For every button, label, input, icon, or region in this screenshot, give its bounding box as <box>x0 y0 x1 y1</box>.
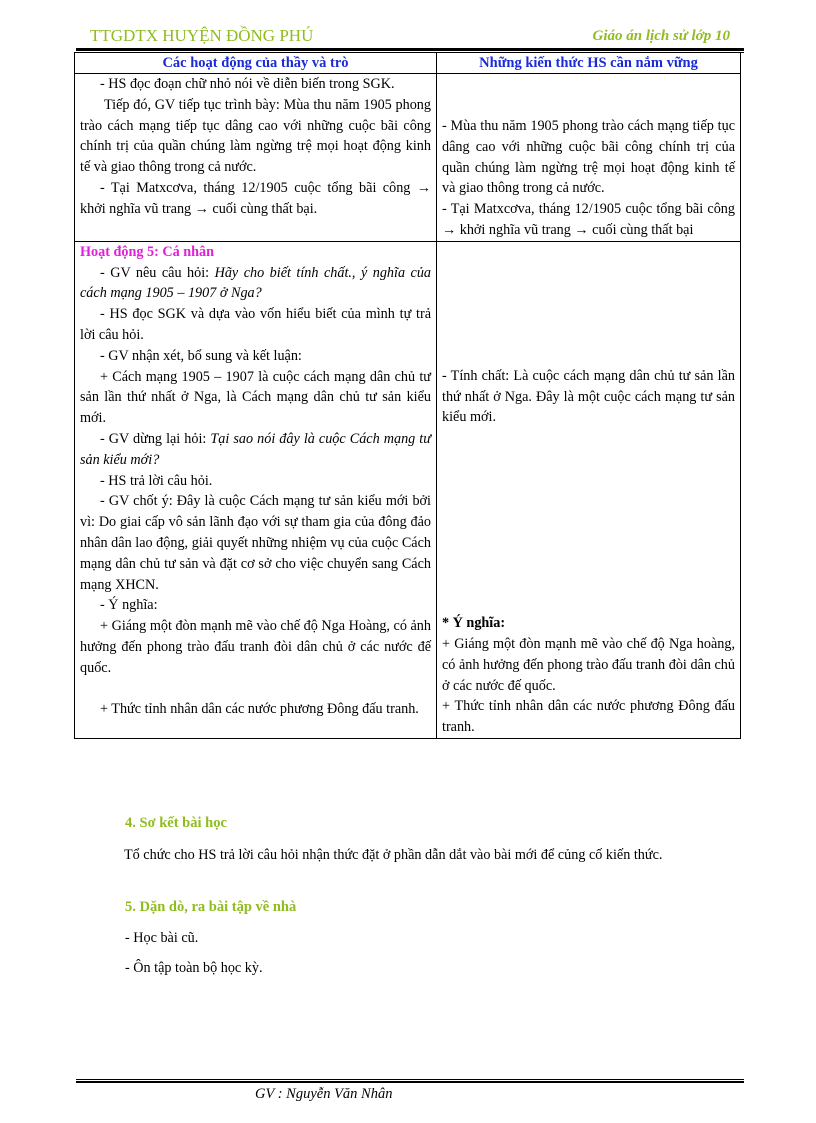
row2-p10: + Thức tỉnh nhân dân các nước phương Đông đấu tranh. <box>100 700 419 717</box>
section5-title: 5. Dặn dò, ra bài tập về nhà <box>125 899 297 915</box>
row2-right-tinhchat: - Tính chất: Là cuộc cách mạng dân chủ tư sản lần thứ nhất ở Nga. Đây là một cuộc cách mạng tư sản kiểu mới. <box>442 367 735 426</box>
row2-right-ynghia-title: * Ý nghĩa: <box>442 615 506 632</box>
row2-p6: - HS trả lời câu hỏi. <box>100 472 213 489</box>
row2-p8: - Ý nghĩa: <box>100 597 158 614</box>
row2-right-ynghia-1: + Giáng một đòn mạnh mẽ vào chế độ Nga hoàng, có ảnh hưởng đến phong trào đấu tranh đòi dân chủ ở các nước đế quốc. <box>442 635 735 694</box>
section5-item1: - Học bài cũ. <box>125 930 199 946</box>
row2-p3: - GV nhận xét, bổ sung và kết luận: <box>100 347 302 364</box>
row2-p4: + Cách mạng 1905 – 1907 là cuộc cách mạng dân chủ tư sản lần thứ nhất ở Nga, là Cách mạng dân chủ tư sản kiểu mới. <box>80 368 431 427</box>
row2-right-ynghia-2: + Thức tỉnh nhân dân các nước phương Đông đấu tranh. <box>442 698 735 736</box>
row1-left-cell <box>75 74 437 242</box>
col1-header: Các hoạt động của thầy và trò <box>75 53 437 74</box>
row2-p7: - GV chốt ý: Đây là cuộc Cách mạng tư sản kiểu mới bởi vì: Do giai cấp vô sản lãnh đạo với sự tham gia của đông đảo nhân dân lao động, giải quyết những nhiệm vụ của cuộc Cách mạng dân chủ tư sản và đặt cơ sở cho việc chuyển sang Cách mạng XHCN. <box>80 493 431 593</box>
row1-left-p2: Tiếp đó, GV tiếp tục trình bày: Mùa thu năm 1905 phong trào cách mạng tiếp tục dâng cao với những cuộc bãi công chính trị của quần chúng làm ngừng trệ mọi hoạt động kinh tế và giao thông trong cả nước. <box>80 96 431 176</box>
footer-rule <box>76 1079 744 1083</box>
row1-right-cell <box>437 74 741 242</box>
row1-right-p2: - Tại Matxcơva, tháng 12/1905 cuộc tổng bãi công → khởi nghĩa vũ trang → cuối cùng thất bại <box>442 201 735 238</box>
row2-right-cell <box>437 241 741 738</box>
table-row <box>75 241 741 738</box>
row2-left-cell <box>75 241 437 738</box>
row2-q2: - GV dừng lại hỏi: Tại sao nói đây là cuộc Cách mạng tư sản kiểu mới? <box>80 430 431 468</box>
section4-text: Tổ chức cho HS trả lời câu hỏi nhận thức đặt ở phần dẫn dắt vào bài mới để củng cố kiến thức. <box>124 847 663 863</box>
row1-left-p1: - HS đọc đoạn chữ nhỏ nói về diễn biến trong SGK. <box>100 76 395 92</box>
page-header <box>76 24 744 50</box>
footer-author: GV : Nguyễn Văn Nhân <box>255 1086 393 1102</box>
activity-title: Hoạt động 5: Cá nhân <box>80 243 215 260</box>
row1-left-p3: - Tại Matxcơva, tháng 12/1905 cuộc tổng bãi công → khởi nghĩa vũ trang → cuối cùng thất bại. <box>80 179 431 217</box>
row1-right-p1: - Mùa thu năm 1905 phong trào cách mạng tiếp tục dâng cao với những cuộc bãi công chính trị của quần chúng làm ngừng trệ mọi hoạt động kinh tế và giao thông trong cả nước. <box>442 118 735 197</box>
document-subject: Giáo án lịch sử lớp 10 <box>592 28 730 44</box>
table-header-row <box>75 53 741 74</box>
lesson-table <box>74 52 741 739</box>
table-row <box>75 74 741 242</box>
col2-header: Những kiến thức HS cần nắm vững <box>437 53 741 74</box>
row2-p9: + Giáng một đòn mạnh mẽ vào chế độ Nga Hoàng, có ảnh hưởng đến phong trào đấu tranh đòi dân chủ ở các nước đế quốc. <box>80 618 431 676</box>
row2-q1: - GV nêu câu hỏi: Hãy cho biết tính chất., ý nghĩa của cách mạng 1905 – 1907 ở Nga? <box>80 264 432 302</box>
row2-p2: - HS đọc SGK và dựa vào vốn hiểu biết của mình tự trả lời câu hỏi. <box>80 306 431 343</box>
section4-title: 4. Sơ kết bài học <box>125 815 227 831</box>
section5-item2: - Ôn tập toàn bộ học kỳ. <box>125 960 263 976</box>
school-name: TTGDTX HUYỆN ĐỒNG PHÚ <box>90 26 314 45</box>
